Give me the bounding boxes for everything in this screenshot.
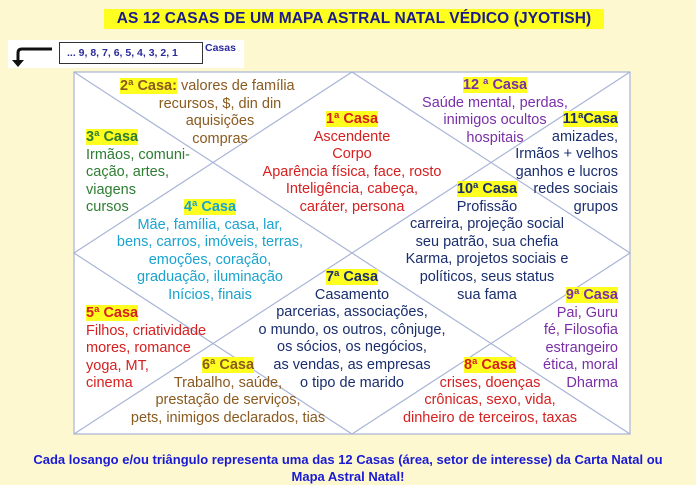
house-3-title: 3ª Casa bbox=[86, 129, 139, 145]
house-11-title: 11ªCasa bbox=[562, 111, 618, 127]
house-7-title: 7ª Casa bbox=[325, 269, 379, 285]
house-6: 6ª Casa Trabalho, saúde, prestação de serviços, pets, inimigos declarados, tias bbox=[130, 357, 326, 426]
house-2-body: recursos, $, din din aquisições compras bbox=[158, 95, 282, 147]
page-title: AS 12 CASAS DE UM MAPA ASTRAL NATAL VÉDICO (JYOTISH) bbox=[104, 9, 604, 29]
house-5-title: 5ª Casa bbox=[86, 305, 139, 321]
house-9: 9ª Casa Pai, Guru fé, Filosofia estrangeiro ética, moral Dharma bbox=[543, 287, 618, 391]
house-8: 8ª Casa crises, doenças crônicas, sexo, vida, dinheiro de terceiros, taxas bbox=[402, 357, 578, 426]
house-3: 3ª Casa Irmãos, comuni- cação, artes, viagens cursos bbox=[86, 129, 190, 216]
house-12: 12 ª Casa Saúde mental, perdas, inimigos ocultos hospitais bbox=[422, 77, 568, 146]
house-order-sequence: ... 9, 8, 7, 6, 5, 4, 3, 2, 1 bbox=[59, 42, 203, 64]
house-7: 7ª Casa Casamento parcerias, associações, o mundo, os outros, cônjuge, os sócios, os negócios, as vendas, as empresas o tipo de marido bbox=[258, 269, 446, 391]
house-2-title: 2ª Casa: bbox=[120, 78, 177, 94]
house-9-title: 9ª Casa bbox=[565, 287, 618, 303]
house-12-title: 12 ª Casa bbox=[462, 77, 528, 93]
house-11: 11ªCasa amizades, Irmãos + velhos ganhos e lucros redes sociais grupos bbox=[515, 111, 618, 215]
house-8-title: 8ª Casa bbox=[463, 357, 517, 373]
house-1-title: 1ª Casa bbox=[325, 111, 379, 127]
house-2-first-line: valores de família bbox=[176, 78, 295, 94]
house-10: 10ª Casa Profissão carreira, projeção social seu patrão, sua chefia Karma, projetos sociais e políticos, seus status sua fama bbox=[405, 181, 569, 303]
house-10-title: 10ª Casa bbox=[456, 181, 518, 197]
house-6-title: 6ª Casa bbox=[201, 357, 255, 373]
house-5: 5ª Casa Filhos, criatividade mores, romance yoga, MT, cinema bbox=[86, 305, 207, 392]
footer-note: Cada losango e/ou triângulo representa uma das 12 Casas (área, setor de interesse) da Carta Natal ou Mapa Astral Natal! bbox=[33, 452, 663, 484]
house-4-title: 4ª Casa bbox=[183, 199, 237, 215]
house-4: 4ª Casa Mãe, família, casa, lar, bens, carros, imóveis, terras, emoções, coração, graduação, iluminação Inícios, finais bbox=[116, 199, 304, 303]
house-order-label: Casas bbox=[205, 42, 236, 54]
house-2 bbox=[120, 78, 295, 96]
house-1: 1ª Casa Ascendente Corpo Aparência física, face, rosto Inteligência, cabeça, caráter, persona bbox=[262, 111, 442, 215]
